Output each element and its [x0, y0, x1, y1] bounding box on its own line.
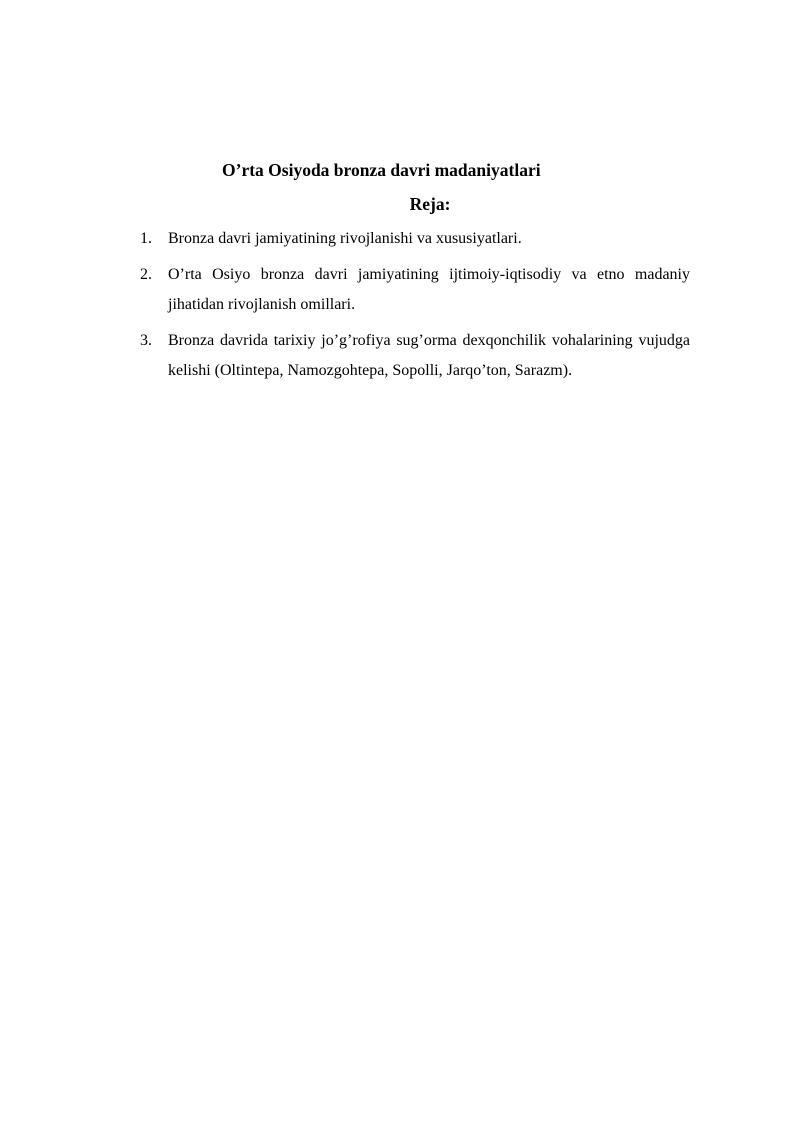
plan-item-text: O’rta Osiyo bronza davri jamiyatining ijtimoiy-iqtisodiy va etno madaniy jihatidan rivojlanish omillari.: [168, 266, 690, 313]
plan-item-3: [140, 326, 690, 386]
plan-list: [140, 224, 690, 392]
plan-item-2: [140, 260, 690, 320]
plan-item-number: 1.: [140, 230, 152, 247]
plan-heading: Reja:: [409, 194, 451, 214]
plan-item-text: Bronza davrida tarixiy jo’g’rofiya sug’orma dexqonchilik vohalarining vujudga kelishi (Oltintepa, Namozgohtepa, Sopolli, Jarqo’ton, Sarazm).: [168, 332, 690, 379]
plan-item-number: 3.: [140, 332, 152, 349]
plan-item-1: [140, 224, 690, 254]
plan-item-text: Bronza davri jamiyatining rivojlanishi va xususiyatlari.: [168, 230, 522, 247]
page-title: O’rta Osiyoda bronza davri madaniyatlari: [222, 160, 541, 180]
plan-item-number: 2.: [140, 266, 152, 283]
